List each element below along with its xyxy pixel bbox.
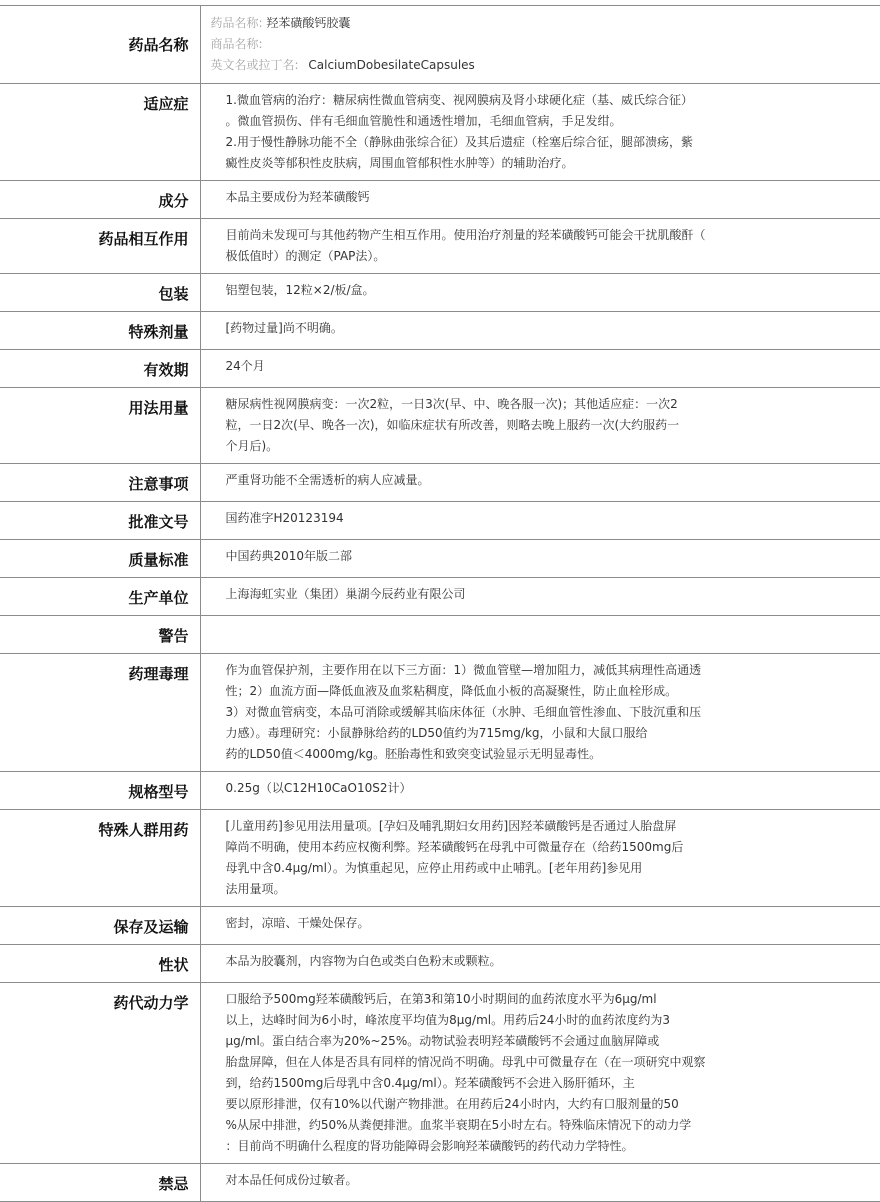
row-value-cell — [200, 945, 880, 983]
info-row — [0, 502, 880, 540]
row-label: 用法用量 — [0, 388, 200, 464]
row-label: 批准文号 — [0, 502, 200, 540]
row-label: 规格型号 — [0, 772, 200, 810]
info-row — [0, 540, 880, 578]
row-value-text: 铝塑包装，12粒×2/板/盒。 — [225, 283, 375, 297]
row-value-cell — [200, 84, 880, 181]
row-value-text: 上海海虹实业（集团）巢湖今辰药业有限公司 — [225, 587, 466, 601]
row-label: 药代动力学 — [0, 983, 200, 1164]
trade-name-key: 商品名称: — [210, 37, 263, 51]
row-value-text: [药物过量]尚不明确。 — [225, 321, 343, 335]
row-label: 性状 — [0, 945, 200, 983]
info-row — [0, 388, 880, 464]
row-label: 生产单位 — [0, 578, 200, 616]
row-label: 包装 — [0, 274, 200, 312]
row-value-cell — [200, 502, 880, 540]
info-row — [0, 810, 880, 907]
trade-name-line — [211, 34, 871, 55]
row-value-text: 本品主要成份为羟苯磺酸钙 — [225, 190, 370, 204]
row-value-cell — [200, 350, 880, 388]
generic-name-value: 羟苯磺酸钙胶囊 — [266, 16, 351, 30]
row-label: 警告 — [0, 616, 200, 654]
english-name-value: CalciumDobesilateCapsules — [308, 58, 475, 72]
row-value-cell — [200, 907, 880, 945]
row-label: 药理毒理 — [0, 654, 200, 772]
info-row — [0, 654, 880, 772]
row-value-text: 目前尚未发现可与其他药物产生相互作用。使用治疗剂量的羟苯磺酸钙可能会干扰肌酸酐（ 极低值时）的测定（PAP法）。 — [225, 228, 706, 263]
row-label: 质量标准 — [0, 540, 200, 578]
row-value-text: 密封，凉暗、干燥处保存。 — [225, 916, 370, 930]
info-row — [0, 772, 880, 810]
row-value-text: 作为血管保护剂，主要作用在以下三方面：1）微血管壁—增加阻力，减低其病理性高通透 性；2）血流方面—降低血液及血浆粘稠度，降低血小板的高凝聚性，防止血栓形成。 3）对微血管病变，本品可消除或缓解其临床体征（水肿、毛细血管性渗血、下肢沉重和压 力感）。毒理研究：小鼠静脉给药的LD50值约为715mg/kg，小鼠和大鼠口服给 药的LD50值＜4000mg/kg。胚胎毒性和致突变试验显示无明显毒性。 — [225, 663, 702, 761]
row-value-cell — [200, 388, 880, 464]
row-value-cell — [200, 274, 880, 312]
english-name-key: 英文名或拉丁名: — [210, 58, 299, 72]
row-label: 注意事项 — [0, 464, 200, 502]
info-row — [0, 907, 880, 945]
row-value-text: 糖尿病性视网膜病变：一次2粒，一日3次(早、中、晚各服一次)；其他适应症：一次2 粒，一日2次(早、晚各一次)，如临床症状有所改善，则略去晚上服药一次(大约服药一 个月后)。 — [225, 397, 680, 453]
row-value-text: 本品为胶囊剂，内容物为白色或类白色粉末或颗粒。 — [225, 954, 502, 968]
info-row — [0, 274, 880, 312]
info-row — [0, 578, 880, 616]
row-value-text: 严重肾功能不全需透析的病人应减量。 — [225, 473, 430, 487]
info-row — [0, 945, 880, 983]
row-value-text: 中国药典2010年版二部 — [225, 549, 353, 563]
row-value-text: 24个月 — [225, 359, 265, 373]
row-value-text: 对本品任何成份过敏者。 — [225, 1173, 358, 1187]
row-value-cell — [200, 219, 880, 274]
row-label: 成分 — [0, 181, 200, 219]
generic-name-key: 药品名称: — [210, 16, 263, 30]
info-row — [0, 616, 880, 654]
row-label: 特殊人群用药 — [0, 810, 200, 907]
english-name-line — [211, 55, 871, 76]
row-value-text: 口服给予500mg羟苯磺酸钙后，在第3和第10小时期间的血药浓度水平为6μg/ml 以上，达峰时间为6小时，峰浓度平均值为8μg/ml。用药后24小时的血药浓度约为3 μg/ml。蛋白结合率为20%~25%。动物试验表明羟苯磺酸钙不会通过血脑屏障或 胎盘屏障，但在人体是否具有同样的情况尚不明确。母乳中可微量存在（在一项研究中观察 到，给药1500mg后母乳中含0.4μg/ml）。羟苯磺酸钙不会进入肠肝循环，主 要以原形排泄，仅有10%以代谢产物排泄。在用药后24小时内，大约有口服剂量的50 %从尿中排泄，约50%从粪便排泄。血浆半衰期在5小时左右。特殊临床情况下的动力学 ：目前尚不明确什么程度的肾功能障碍会影响羟苯磺酸钙的药代动力学特性。 — [225, 992, 706, 1153]
names-cell — [200, 6, 880, 84]
row-value-text: 国药准字H20123194 — [225, 511, 344, 525]
row-value-cell — [200, 772, 880, 810]
row-label: 特殊剂量 — [0, 312, 200, 350]
row-drug-names — [0, 6, 880, 84]
info-row — [0, 181, 880, 219]
row-value-cell — [200, 312, 880, 350]
row-label: 适应症 — [0, 84, 200, 181]
drug-info-table — [0, 5, 880, 1202]
row-value-text: 0.25g（以C12H10CaO10S2计） — [225, 781, 412, 795]
row-label: 药品相互作用 — [0, 219, 200, 274]
row-value-cell — [200, 654, 880, 772]
info-row — [0, 1164, 880, 1202]
info-row — [0, 983, 880, 1164]
row-value-text: 1.微血管病的治疗：糖尿病性微血管病变、视网膜病及肾小球硬化症（基、威氏综合征） 。微血管损伤、伴有毛细血管脆性和通透性增加，毛细血管病，手足发绀。 2.用于慢性静脉功能不全（静脉曲张综合征）及其后遗症（栓塞后综合征，腿部溃疡，紫 癜性皮炎等郁积性皮肤病，周围血管郁积性水肿等）的辅助治疗。 — [225, 93, 693, 170]
generic-name-line — [211, 13, 871, 34]
row-value-cell — [200, 810, 880, 907]
row-value-cell — [200, 578, 880, 616]
info-row — [0, 219, 880, 274]
info-row — [0, 464, 880, 502]
row-value-cell — [200, 464, 880, 502]
row-value-cell — [200, 983, 880, 1164]
row-label: 有效期 — [0, 350, 200, 388]
row-value-text: [儿童用药]参见用法用量项。[孕妇及哺乳期妇女用药]因羟苯磺酸钙是否通过人胎盘屏 障尚不明确，使用本药应权衡利弊。羟苯磺酸钙在母乳中可微量存在（给药1500mg后 母乳中含0.4μg/ml）。为慎重起见，应停止用药或中止哺乳。[老年用药]参见用 法用量项。 — [225, 819, 684, 896]
row-label: 药品名称 — [0, 6, 200, 84]
info-row — [0, 312, 880, 350]
info-row — [0, 350, 880, 388]
row-label: 禁忌 — [0, 1164, 200, 1202]
row-value-cell — [200, 181, 880, 219]
row-value-cell — [200, 1164, 880, 1202]
row-value-cell — [200, 540, 880, 578]
row-label: 保存及运输 — [0, 907, 200, 945]
row-value-cell — [200, 616, 880, 654]
info-row — [0, 84, 880, 181]
